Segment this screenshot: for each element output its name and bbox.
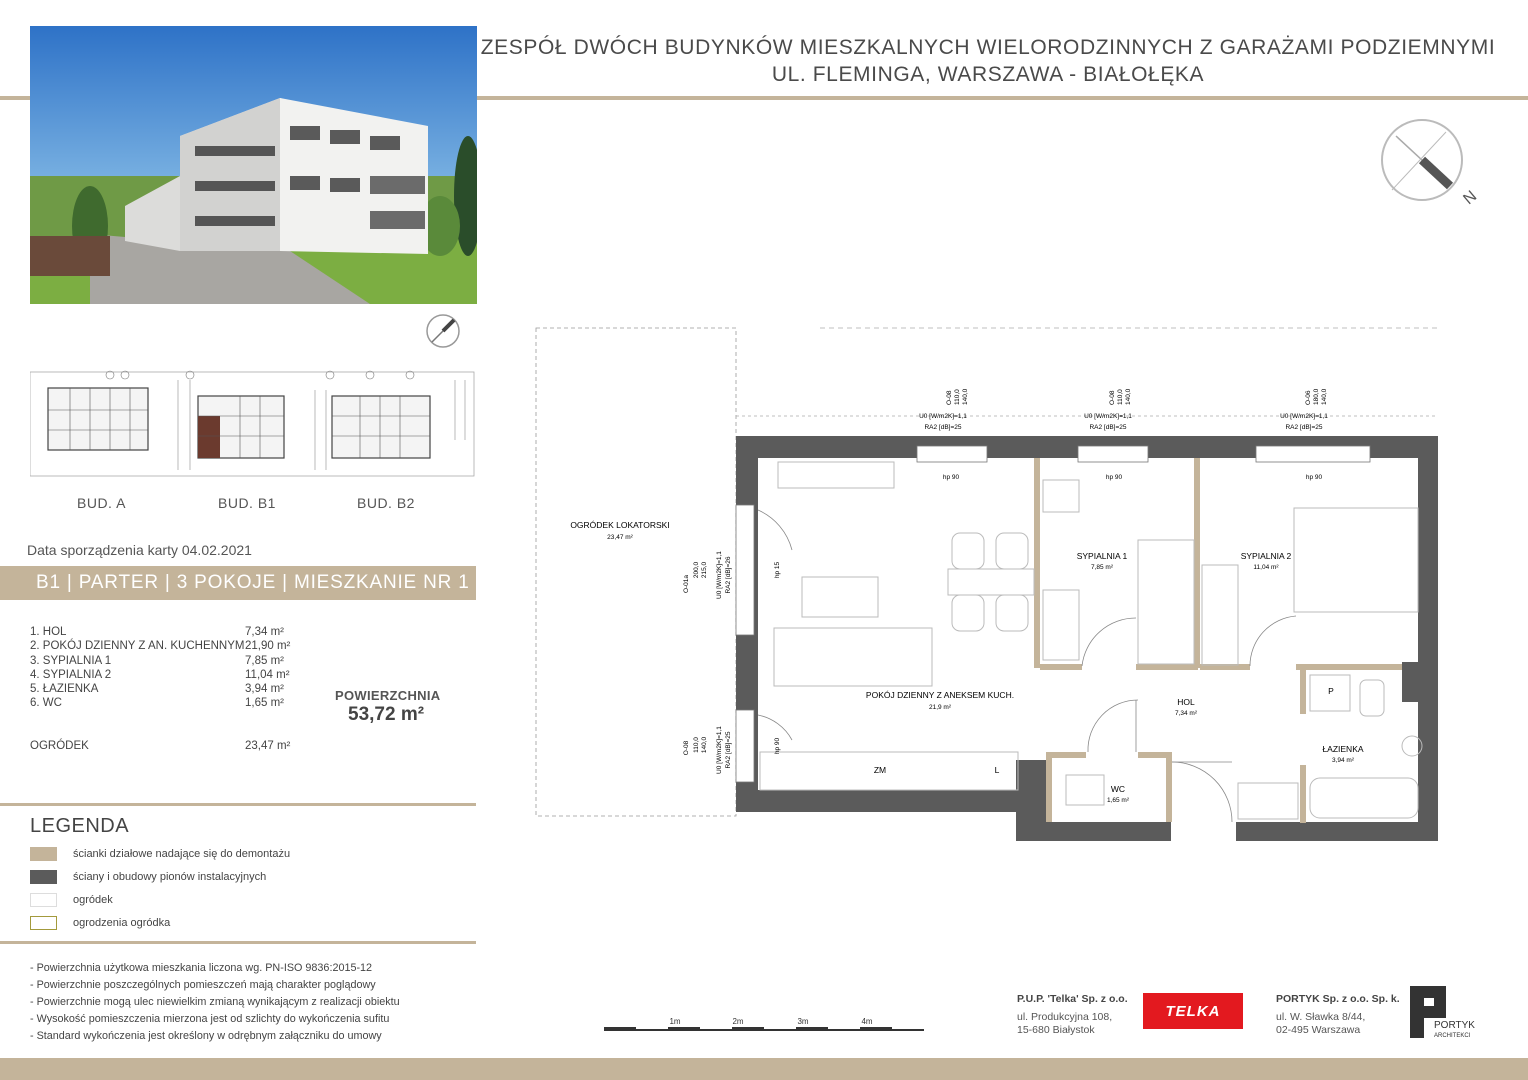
- compass-letter: N: [1460, 187, 1481, 209]
- living-room-label: POKÓJ DZIENNY Z ANEKSEM KUCH.: [865, 690, 1015, 700]
- note: - Powierzchnie poszczególnych pomieszczeń mają charakter poglądowy: [30, 979, 376, 991]
- company-portyk-street: ul. W. Sławka 8/44,: [1276, 1010, 1366, 1023]
- building-label-b2: BUD. B2: [357, 495, 415, 511]
- room-name: 2. POKÓJ DZIENNY Z AN. KUCHENNYM: [30, 640, 245, 653]
- notes: [30, 960, 400, 1045]
- legend-swatch-tan: [30, 847, 57, 861]
- wc-area: 1,65 m²: [1106, 797, 1130, 804]
- building-rendering: [30, 26, 477, 304]
- window-dim2: 140,0: [1321, 388, 1328, 405]
- window-dim2: 140,0: [1125, 388, 1132, 405]
- floor-plan: [530, 320, 1450, 850]
- door-hp: hp 15: [774, 561, 781, 579]
- room-area: 3,94 m²: [245, 683, 284, 696]
- window-dim2: 140,0: [962, 388, 969, 405]
- room-area: 1,65 m²: [245, 697, 284, 710]
- legend-label: ogródek: [73, 894, 113, 906]
- legend-item: [30, 870, 266, 884]
- scale-label: 2m: [732, 1017, 744, 1026]
- window-annotation: [919, 388, 969, 481]
- door-dim1: 200,0: [693, 561, 700, 579]
- window-code: O-08: [946, 390, 953, 405]
- room-name: 5. ŁAZIENKA: [30, 683, 99, 696]
- bedroom2-label: SYPIALNIA 2: [1240, 551, 1292, 561]
- apartment-banner-text: B1 | PARTER | 3 POKOJE | MIESZKANIE NR 1: [36, 572, 470, 593]
- window-u: U0 [W/m2K]=1,1: [716, 726, 723, 774]
- window-code: O-06: [1305, 390, 1312, 405]
- company-telka: [1017, 993, 1128, 1038]
- room-area: 7,85 m²: [245, 654, 284, 667]
- window-code: O-08: [1109, 390, 1116, 405]
- company-telka-street: ul. Produkcyjna 108,: [1017, 1010, 1113, 1023]
- room-name: 6. WC: [30, 697, 62, 710]
- window-hp: hp 90: [942, 474, 960, 481]
- window-annotation: [1280, 388, 1328, 481]
- project-title-line1: ZESPÓŁ DWÓCH BUDYNKÓW MIESZKALNYCH WIELORODZINNYCH Z GARAŻAMI PODZIEMNYMI: [480, 36, 1496, 59]
- legend-label: ścianki działowe nadające się do demontażu: [73, 848, 291, 860]
- door-annotation: [683, 551, 781, 599]
- window-ra: RA2 [dB]=25: [1089, 424, 1127, 431]
- compass-icon: [1378, 118, 1488, 213]
- legend-swatch-gray: [30, 870, 57, 884]
- note: - Powierzchnie mogą ulec niewielkim zmianą wynikającym z realizacji obiektu: [30, 996, 400, 1008]
- window-u: U0 [W/m2K]=1,1: [1084, 413, 1132, 420]
- door-u: U0 [W/m2K]=1,1: [716, 551, 723, 599]
- compass-small-icon: [424, 309, 466, 351]
- room-area: 21,90 m²: [245, 640, 291, 653]
- garden-plan-area: 23,47 m²: [607, 534, 633, 541]
- header-rule-left: [0, 96, 30, 100]
- window-hp: hp 90: [1105, 474, 1123, 481]
- company-telka-name: P.U.P. 'Telka' Sp. z o.o.: [1017, 993, 1128, 1005]
- legend-rule-bottom: [0, 941, 476, 944]
- room-list: [30, 625, 320, 711]
- legend-label: ogrodzenia ogródka: [73, 917, 171, 929]
- bedroom1-area: 7,85 m²: [1090, 564, 1114, 571]
- scale-bar: [600, 1012, 930, 1036]
- room-name: 3. SYPIALNIA 1: [30, 654, 112, 667]
- scale-label: 1m: [669, 1017, 681, 1026]
- header-rule-right: [477, 96, 1528, 100]
- building-label-a: BUD. A: [77, 495, 126, 511]
- window-ra: RA2 [dB]=25: [1285, 424, 1323, 431]
- company-portyk: [1276, 993, 1400, 1038]
- scale-label: 3m: [797, 1017, 809, 1026]
- window-hp: hp 90: [1305, 474, 1323, 481]
- room-name: 4. SYPIALNIA 2: [30, 668, 112, 681]
- legend-swatch-fence: [30, 916, 57, 930]
- door-code: O-01a: [683, 574, 690, 594]
- portyk-logo-line1: PORTYK: [1434, 1020, 1475, 1031]
- legend-item: [30, 893, 113, 907]
- door-ra: RA2 [dB]=26: [725, 556, 732, 594]
- door-dim2: 215,0: [701, 561, 708, 579]
- window-annotation: [1084, 388, 1132, 481]
- window-dim1: 180,0: [1313, 388, 1320, 405]
- project-title-line2: UL. FLEMINGA, WARSZAWA - BIAŁOŁĘKA: [771, 63, 1205, 86]
- wc-label: WC: [1110, 784, 1126, 794]
- window-ra: RA2 [dB]=25: [924, 424, 962, 431]
- note: - Wysokość pomieszczenia mierzona jest od szlichty do wykończenia sufitu: [30, 1013, 390, 1025]
- footer-band: [0, 1058, 1528, 1080]
- scale-label: 4m: [861, 1017, 873, 1026]
- note: - Powierzchnia użytkowa mieszkania liczona wg. PN-ISO 9836:2015-12: [30, 962, 373, 974]
- room-row: [30, 639, 320, 653]
- portyk-logo-text: [1434, 1021, 1475, 1041]
- window-dim1: 110,0: [693, 737, 700, 753]
- room-area: 7,34 m²: [245, 626, 284, 638]
- apartment-banner: [0, 566, 476, 600]
- window-dim2: 140,0: [701, 736, 708, 754]
- hall-area: 7,34 m²: [1174, 710, 1198, 717]
- window-u: U0 [W/m2K]=1,1: [1280, 413, 1328, 420]
- window-hp: hp 90: [774, 737, 781, 755]
- company-portyk-name: PORTYK Sp. z o.o. Sp. k.: [1276, 993, 1400, 1005]
- site-plan: [30, 370, 476, 478]
- fridge-label: ZM: [873, 765, 887, 775]
- legend-item: [30, 847, 290, 861]
- window-annotation: [683, 726, 781, 774]
- room-row: [30, 625, 320, 639]
- legend-rule-top: [0, 803, 476, 806]
- window-code: O-08: [683, 740, 690, 756]
- total-area-value: 53,72 m²: [348, 704, 425, 725]
- partition-walls: [1034, 458, 1402, 823]
- hall-label: HOL: [1177, 697, 1195, 707]
- telka-logo: TELKA: [1143, 993, 1243, 1029]
- window-ra: RA2 [dB]=25: [725, 731, 732, 769]
- company-telka-city: 15-680 Białystok: [1017, 1024, 1095, 1036]
- company-portyk-city: 02-495 Warszawa: [1276, 1024, 1361, 1036]
- room-area: 11,04 m²: [245, 668, 290, 681]
- garden-plan-label: OGRÓDEK LOKATORSKI: [570, 520, 670, 530]
- legend-label: ściany i obudowy pionów instalacyjnych: [73, 871, 267, 883]
- living-room-area: 21,9 m²: [928, 704, 952, 711]
- note: - Standard wykończenia jest określony w odrębnym załączniku do umowy: [30, 1030, 382, 1042]
- bedroom1-label: SYPIALNIA 1: [1076, 551, 1128, 561]
- window-dim1: 110,0: [954, 389, 961, 405]
- window-u: U0 [W/m2K]=1,1: [919, 413, 967, 420]
- legend-item: [30, 916, 170, 930]
- room-name: 1. HOL: [30, 626, 67, 638]
- fridge-l-label: L: [994, 765, 1000, 775]
- building-label-b1: BUD. B1: [218, 495, 276, 511]
- legend-title: LEGENDA: [30, 815, 130, 837]
- exterior-walls: [736, 436, 1438, 841]
- legend-swatch-white: [30, 893, 57, 907]
- room-row: [30, 682, 320, 696]
- bedroom2-area: 11,04 m²: [1253, 564, 1279, 571]
- portyk-logo-line2: ARCHITEKCI: [1434, 1033, 1471, 1039]
- garden-area: 23,47 m²: [245, 740, 291, 752]
- project-title: [478, 34, 1498, 88]
- total-area-label: POWIERZCHNIA: [335, 688, 441, 703]
- garden-row: [30, 740, 320, 752]
- window-dim1: 110,0: [1117, 389, 1124, 405]
- card-date: Data sporządzenia karty 04.02.2021: [27, 542, 252, 558]
- room-row: [30, 654, 320, 668]
- washer-label: P: [1328, 686, 1334, 696]
- garden-label: OGRÓDEK: [30, 740, 89, 752]
- room-row: [30, 668, 320, 682]
- bathroom-label: ŁAZIENKA: [1322, 744, 1364, 754]
- bathroom-area: 3,94 m²: [1331, 757, 1355, 764]
- room-row: [30, 696, 320, 710]
